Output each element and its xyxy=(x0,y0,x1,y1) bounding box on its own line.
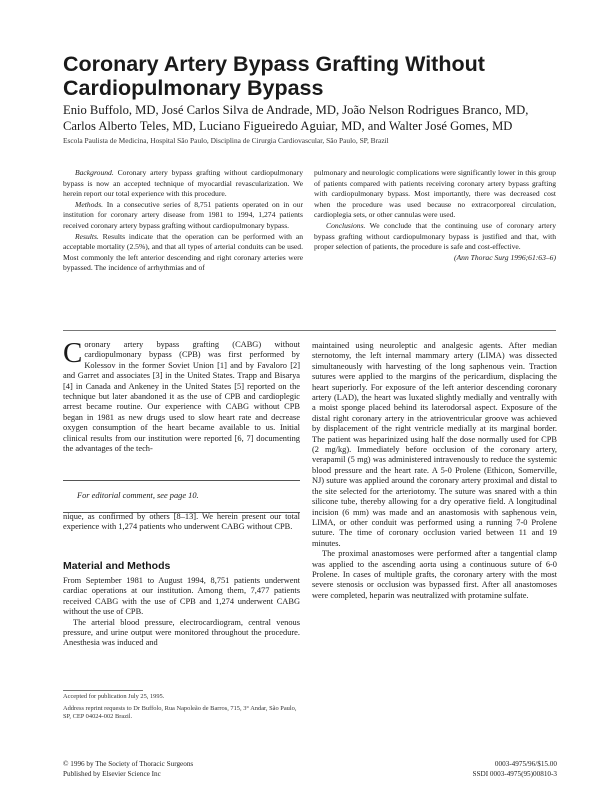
conclusions-label: Conclusions. xyxy=(326,220,366,230)
article-title xyxy=(63,52,563,100)
background-label: Background. xyxy=(75,168,114,177)
authors-line-1: Enio Buffolo, MD, José Carlos Silva de Andrade, MD, João Nelson Rodrigues Branco, MD, xyxy=(63,103,529,117)
methods-label: Methods. xyxy=(75,199,104,209)
results-label: Results. xyxy=(75,231,99,241)
results-text: Results indicate that the operation can be performed with an acceptable mortality (2.5%), and that all types of arterial conduits can be used. Most commonly the left anterior descending and right coronary arteries were bypassed. The incidence of arrhythmias and of xyxy=(63,231,303,273)
abstract-methods xyxy=(63,200,303,232)
drop-cap: C xyxy=(63,337,83,369)
author-list xyxy=(63,102,583,134)
abstract-divider xyxy=(63,330,556,331)
ssdi-line: SSDI 0003-4975(95)00810-3 xyxy=(472,769,557,778)
anastomoses-paragraph: The proximal anastomoses were performed after a tangential clamp was applied to the ascending aorta using a continuous suture of 6-0 Prolene. In cases of multiple grafts, the coronary artery with the most severe stenosis or occlusion was bypassed first. After all anastomoses were completed, heparin was neutralized with protamine sulfate. xyxy=(312,549,557,600)
abstract-left-column xyxy=(63,168,303,274)
methods-text: In a consecutive series of 8,751 patients operated on in our institution for coronary artery disease from 1981 to 1994, 1,274 patients received coronary artery bypass grafting without cardiopulmonary bypass. xyxy=(63,199,303,230)
methods-paragraph-2: The arterial blood pressure, electrocardiogram, central venous pressure, and urine output were monitored throughout the procedure. Anesthesia was induced and xyxy=(63,617,300,648)
abstract-right-column xyxy=(314,168,556,263)
abstract-results xyxy=(63,232,303,274)
conclusions-text: We conclude that the continuing use of coronary artery bypass grafting without cardiopulmonary bypass is justified and that, with proper selection of patients, the procedure is safe and cost-effective. xyxy=(314,220,556,252)
methods-paragraphs xyxy=(63,576,300,649)
intro-continued-text: nique, as confirmed by others [8–13]. We herein present our total experience with 1,274 patients who underwent CABG without CPB. xyxy=(63,512,300,532)
abstract-background xyxy=(63,168,303,200)
intro-text: oronary artery bypass grafting (CABG) without cardiopulmonary bypass (CPB) was first performed by Kolessov in the former Soviet Union [1] and by Favaloro [2] and Garret and associates [3] in the United States. Trapp and Bisarya [4] in Canada and Ankeney in the United States [5] reported on the technique but later abandoned it as the use of CPB and cardioplegic arrest became routine. Our experience with CABG without CPB began in 1981 as new drugs used to slow heart rate and decrease oxygen consumption of the heart became available to us. Initial clinical results from our institution were reported [6, 7] documenting the advantages of the tech- xyxy=(63,340,300,454)
footnote-accepted: Accepted for publication July 25, 1995. xyxy=(63,693,165,700)
copyright-line: © 1996 by The Society of Thoracic Surgeons xyxy=(63,760,194,768)
section-heading: Material and Methods xyxy=(63,560,171,572)
abstract-results-cont: pulmonary and neurologic complications were significantly lower in this group of patients compared with patients receiving coronary artery bypass grafting with cardiopulmonary bypass. Most importantly, there was decreased cost when the procedure was used because no extracorporeal circulation, cardioplegia sets, or other cannulas were used. xyxy=(314,168,556,220)
footnote-divider xyxy=(63,690,143,691)
title-line-1: Coronary Artery Bypass Grafting Without xyxy=(63,52,485,76)
footer-left xyxy=(63,760,193,779)
publisher-line: Published by Elsevier Science Inc xyxy=(63,769,161,778)
affiliation: Escola Paulista de Medicina, Hospital São Paulo, Disciplina de Cirurgia Cardiovascular, São Paulo, SP, Brazil xyxy=(63,136,389,145)
body-right-column xyxy=(312,341,557,601)
journal-citation: (Ann Thorac Surg 1996;61:63–6) xyxy=(453,252,556,262)
footnote-reprints: Address reprint requests to Dr Buffolo, Rua Napoleão de Barros, 715, 3° Andar, São Paulo, SP, CEP 04024-002 Brazil. xyxy=(63,705,297,721)
editorial-comment-box: For editorial comment, see page 10. xyxy=(63,480,300,513)
authors-line-2: Carlos Alberto Teles, MD, Luciano Figueiredo Aguiar, MD, and Walter José Gomes, MD xyxy=(63,119,513,133)
title-line-2: Cardiopulmonary Bypass xyxy=(63,76,324,100)
methods-paragraph-1: From September 1981 to August 1994, 8,751 patients underwent cardiac operations at our institution. Among them, 7,477 patients received CABG with the use of CPB and 1,274 underwent CABG without the use of CPB. xyxy=(63,576,300,617)
issn-line: 0003-4975/96/$15.00 xyxy=(494,760,557,768)
intro-continued xyxy=(63,512,300,533)
technique-paragraph: maintained using neuroleptic and analgesic agents. After median sternotomy, the left internal mammary artery (LIMA) was dissected simultaneously with harvesting of the long saphenous vein. Traction sutures were applied to the margins of the pericardium, displacing the heart superiorly. For exposure of the left anterior descending coronary artery (LAD), the heart was luxated slightly medially and ventrally with a moist sponge placed behind its laterodorsal aspect. Exposure of the distal right coronary artery in the atrioventricular groove was achieved by displacement of the right ventricle medially at its marginal border. The patient was heparinized using half the dose normally used for CPB (2 mg/kg). Immediately before occlusion of the coronary artery, verapamil (5 mg) was administered intravenously to reduce the systemic blood pressure and the heart rate. A 5-0 Prolene (Ethicon, Somerville, NJ) suture was applied around the coronary artery proximal and distal to the site selected for the arteriotomy. The suture was snared with a thin silicone tube, thereby allowing for a dry operative field. A longitudinal incision (6 mm) was made and an anastomosis with saphenous vein, LIMA, or other conduit was performed using a running 7-0 Prolene suture. The time of coronary occlusion varied between 11 and 19 minutes. xyxy=(312,341,557,548)
abstract-conclusions xyxy=(314,221,556,253)
footer-right xyxy=(473,760,557,779)
intro-paragraph xyxy=(63,337,300,454)
background-text: Coronary artery bypass grafting without cardiopulmonary bypass is now an accepted technique of myocardial revascularization. We herein report our total experience with this procedure. xyxy=(63,168,303,199)
